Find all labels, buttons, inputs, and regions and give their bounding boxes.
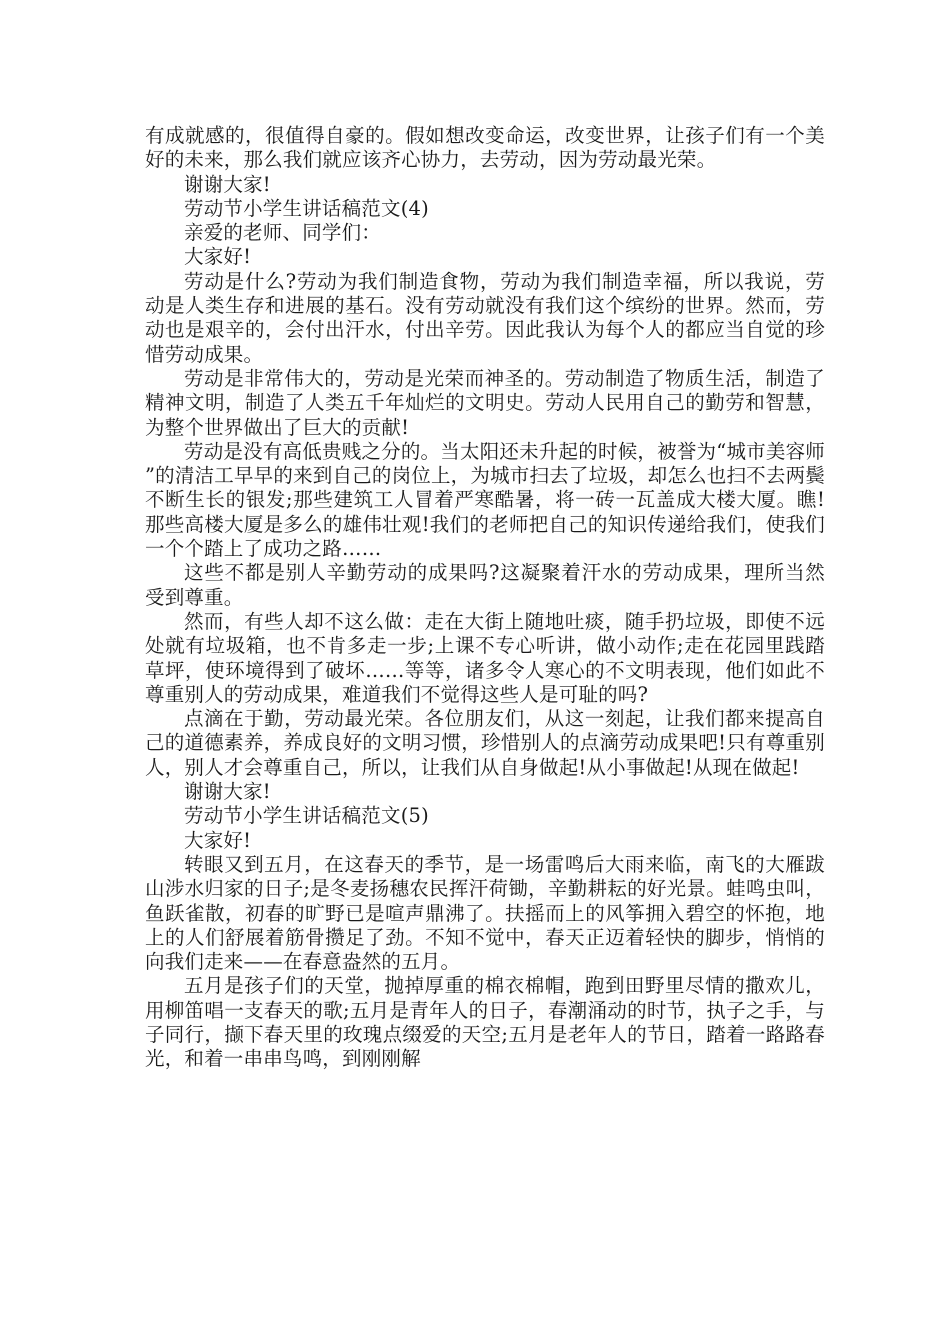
closing-thanks-1: 谢谢大家! — [184, 172, 271, 196]
document-page — [145, 124, 825, 1072]
paragraph-may-children: 五月是孩子们的天堂，抛掉厚重的棉衣棉帽，跑到田野里尽情的撒欢儿，用柳笛唱一支春天的歌;五月是青年人的日子，春潮涌动的时节，执子之手，与子同行，撷下春天里的玫瑰点缀爱的天空;五月是老年人的节日，踏着一路路春光，和着一串串鸟鸣，到刚刚解 — [145, 974, 825, 1071]
salutation-teachers: 亲爱的老师、同学们： — [184, 221, 382, 245]
paragraph-labor-equal: 劳动是没有高低贵贱之分的。当太阳还未升起的时候，被誉为“城市美容师”的清洁工早早的来到自己的岗位上，为城市扫去了垃圾，却怎么也扫不去两鬓不断生长的银发;那些建筑工人冒着严寒酷暑，将一砖一瓦盖成大楼大厦。瞧!那些高楼大厦是多么的雄伟壮观!我们的老师把自己的知识传递给我们，使我们一个个踏上了成功之路…… — [145, 439, 825, 561]
paragraph-diligence: 点滴在于勤，劳动最光荣。各位朋友们，从这一刻起，让我们都来提高自己的道德素养，养成良好的文明习惯，珍惜别人的点滴劳动成果吧!只有尊重别人，别人才会尊重自己，所以，让我们从自身做起!从小事做起!从现在做起! — [145, 707, 825, 779]
section-title-4: 劳动节小学生讲话稿范文(4) — [184, 196, 429, 220]
greeting-2: 大家好! — [184, 828, 252, 852]
paragraph-respect: 这些不都是别人辛勤劳动的成果吗?这凝聚着汗水的劳动成果，理所当然受到尊重。 — [145, 561, 825, 609]
section-title-5: 劳动节小学生讲话稿范文(5) — [184, 804, 429, 828]
paragraph-1: 有成就感的，很值得自豪的。假如想改变命运，改变世界，让孩子们有一个美好的未来，那么我们就应该齐心协力，去劳动，因为劳动最光荣。 — [145, 124, 825, 172]
greeting-1: 大家好! — [184, 245, 252, 269]
paragraph-may-spring: 转眼又到五月，在这春天的季节，是一场雷鸣后大雨来临，南飞的大雁跋山涉水归家的日子;是冬麦扬穗农民挥汗荷锄，辛勤耕耘的好光景。蛙鸣虫叫，鱼跃雀散，初春的旷野已是喧声鼎沸了。扶摇而上的风筝拥入碧空的怀抱，地上的人们舒展着筋骨攒足了劲。不知不觉中，春天正迈着轻快的脚步，悄悄的向我们走来——在春意盎然的五月。 — [145, 852, 825, 974]
paragraph-labor-great: 劳动是非常伟大的，劳动是光荣而神圣的。劳动制造了物质生活，制造了精神文明，制造了人类五千年灿烂的文明史。劳动人民用自己的勤劳和智慧，为整个世界做出了巨大的贡献! — [145, 366, 825, 439]
closing-thanks-2: 谢谢大家! — [184, 780, 271, 804]
paragraph-what-is-labor: 劳动是什么?劳动为我们制造食物，劳动为我们制造幸福，所以我说，劳动是人类生存和进展的基石。没有劳动就没有我们这个缤纷的世界。然而，劳动也是艰辛的，会付出汗水，付出辛劳。因此我认为每个人的都应当自觉的珍惜劳动成果。 — [145, 269, 825, 366]
paragraph-however: 然而，有些人却不这么做：走在大街上随地吐痰，随手扔垃圾，即使不远处就有垃圾箱，也不肯多走一步;上课不专心听讲，做小动作;走在花园里践踏草坪，使环境得到了破坏……等等，诸多令人寒心的不文明表现，他们如此不尊重别人的劳动成果，难道我们不觉得这些人是可耻的吗? — [145, 609, 825, 706]
